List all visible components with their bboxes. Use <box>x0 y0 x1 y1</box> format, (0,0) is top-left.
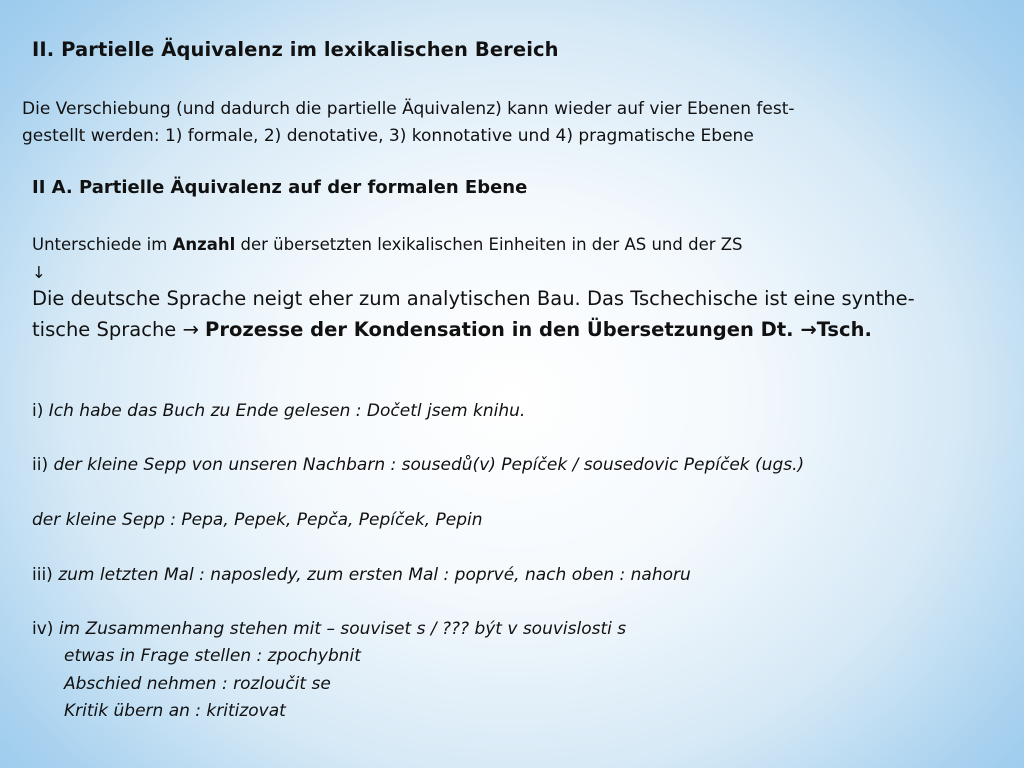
example-text: der kleine Sepp von unseren Nachbarn : sousedů(v) Pepíček / sousedovic Pepíček (ugs.) <box>53 455 805 475</box>
difference-text-post: der übersetzten lexikalischen Einheiten in der AS und der ZS <box>235 235 743 254</box>
language-line-1: Die deutsche Sprache neigt eher zum analytischen Bau. Das Tschechische ist eine synthe- <box>32 287 915 310</box>
example-iv-item <box>64 674 331 694</box>
example-number: iv) <box>32 619 59 639</box>
example-iii <box>32 565 691 585</box>
difference-text-pre: Unterschiede im <box>32 235 173 254</box>
example-text: im Zusammenhang stehen mit – souviset s / ??? být v souvislosti s <box>58 619 627 639</box>
example-ii-b <box>32 510 483 530</box>
language-line-2 <box>32 318 872 341</box>
intro-line-2: gestellt werden: 1) formale, 2) denotative, 3) konnotative und 4) pragmatische Ebene <box>22 126 754 146</box>
page-title: II. Partielle Äquivalenz im lexikalischen Bereich <box>32 38 559 61</box>
example-i <box>32 401 525 421</box>
difference-line <box>32 235 743 254</box>
language-line-2-bold: Prozesse der Kondensation in den Übersetzungen Dt. →Tsch. <box>205 318 872 341</box>
example-iv <box>32 619 626 639</box>
intro-line-1: Die Verschiebung (und dadurch die partielle Äquivalenz) kann wieder auf vier Ebenen fest- <box>22 99 795 119</box>
example-text: zum letzten Mal : naposledy, zum ersten Mal : poprvé, nach oben : nahoru <box>58 565 691 585</box>
example-number: iii) <box>32 565 59 585</box>
example-iv-item <box>64 701 286 721</box>
section-heading: II A. Partielle Äquivalenz auf der formalen Ebene <box>32 177 528 198</box>
example-text: Abschied nehmen : rozloučit se <box>64 674 331 694</box>
arrow-down-icon: ↓ <box>32 263 46 282</box>
example-number: ii) <box>32 455 54 475</box>
example-iv-item <box>64 646 361 666</box>
example-text: etwas in Frage stellen : zpochybnit <box>64 646 361 666</box>
example-ii <box>32 455 804 475</box>
difference-text-bold: Anzahl <box>172 235 236 254</box>
example-text: der kleine Sepp : Pepa, Pepek, Pepča, Pepíček, Pepin <box>32 510 483 530</box>
example-text: Kritik übern an : kritizovat <box>64 701 286 721</box>
language-line-2-text: tische Sprache → <box>32 318 206 341</box>
example-text: Ich habe das Buch zu Ende gelesen : Dočetl jsem knihu. <box>48 401 526 421</box>
example-number: i) <box>32 401 49 421</box>
